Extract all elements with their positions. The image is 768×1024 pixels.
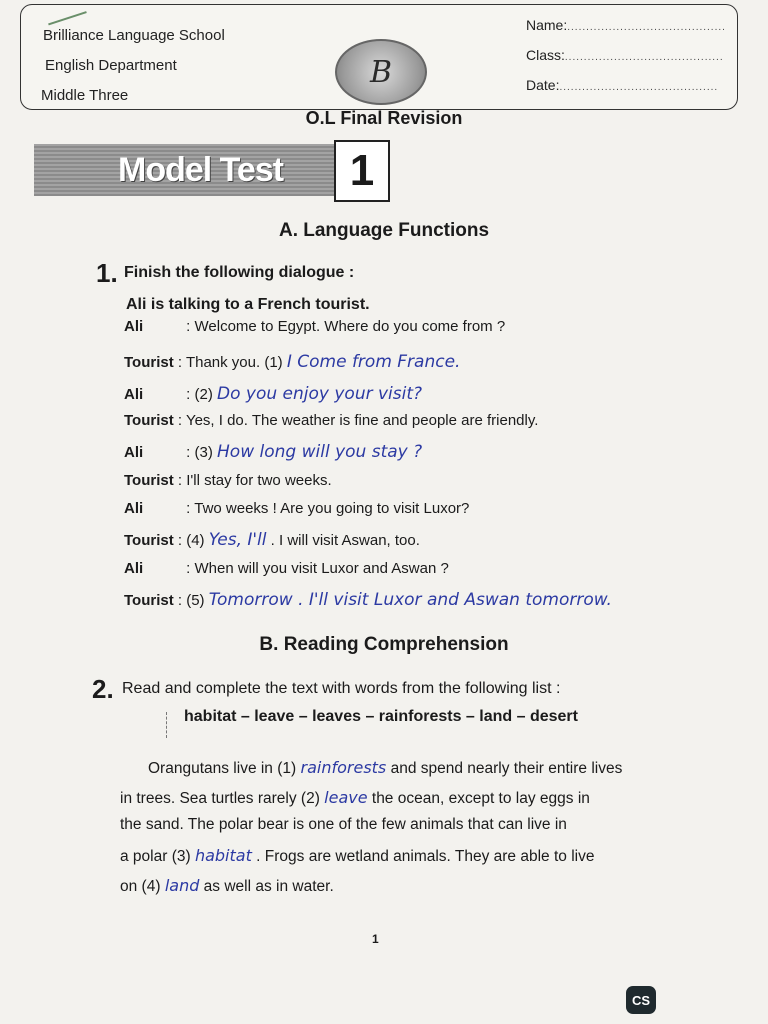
paragraph-line — [120, 846, 594, 866]
handwritten-answer: Do you enjoy your visit? — [217, 384, 423, 404]
dialogue-line — [124, 352, 460, 372]
dialogue-text: : Welcome to Egypt. Where do you come from ? — [182, 318, 506, 335]
dialogue-speaker: Ali — [124, 318, 144, 335]
dialogue-text: : When will you visit Luxor and Aswan ? — [182, 560, 449, 577]
paragraph-text: a polar (3) — [120, 848, 195, 865]
paragraph-text: Orangutans live in (1) — [148, 760, 301, 777]
word-list: habitat – leave – leaves – rainforests – land – desert — [184, 708, 578, 725]
school-logo: B — [335, 39, 427, 105]
dialogue-text: : (5) — [173, 592, 209, 609]
dialogue-speaker: Tourist — [124, 592, 174, 609]
dialogue-text-after: . I will visit Aswan, too. — [266, 532, 420, 549]
header-box — [20, 4, 738, 110]
question-2-number: 2. — [92, 674, 114, 704]
name-field: Name:.......................................... — [526, 17, 726, 33]
model-test-banner: Model Test — [34, 144, 334, 196]
paragraph-text-after: as well as in water. — [199, 878, 334, 895]
handwritten-answer: Tomorrow . I'll visit Luxor and Aswan tomorrow. — [208, 590, 612, 610]
paragraph-text-after: the ocean, except to lay eggs in — [367, 790, 590, 807]
camscanner-badge: CS — [626, 986, 656, 1014]
dialogue-line — [124, 530, 420, 550]
handwritten-answer: land — [164, 876, 200, 895]
grade-level: Middle Three — [41, 87, 129, 104]
word-list-bar — [166, 712, 169, 738]
dialogue-text: : Two weeks ! Are you going to visit Luxor? — [182, 500, 470, 517]
dialogue-speaker: Ali — [124, 444, 144, 461]
paragraph-text: in trees. Sea turtles rarely (2) — [120, 790, 325, 807]
section-a-title: A. Language Functions — [278, 220, 490, 241]
dialogue-text: : (4) — [173, 532, 209, 549]
dialogue-text: : (3) — [182, 444, 218, 461]
dialogue-speaker: Tourist — [124, 412, 174, 429]
paragraph-line — [120, 788, 590, 808]
question-1-instruction: Finish the following dialogue : — [124, 264, 355, 281]
paragraph-text-after: . Frogs are wetland animals. They are able to live — [251, 848, 595, 865]
dialogue-line — [124, 560, 449, 577]
dialogue-text: : Yes, I do. The weather is fine and people are friendly. — [173, 412, 539, 429]
handwritten-answer: rainforests — [300, 758, 387, 777]
department-name: English Department — [45, 57, 177, 74]
dialogue-line — [124, 412, 538, 429]
paragraph-line — [120, 816, 567, 834]
handwritten-answer: I Come from France. — [286, 352, 461, 372]
paragraph-text-after: and spend nearly their entire lives — [386, 760, 623, 777]
page-title: O.L Final Revision — [305, 108, 463, 128]
class-field: Class:.......................................... — [526, 47, 724, 63]
dialogue-line — [124, 442, 422, 462]
handwritten-answer: habitat — [194, 846, 252, 865]
question-1-number: 1. — [96, 258, 118, 288]
dialogue-speaker: Tourist — [124, 532, 174, 549]
paragraph-line — [120, 876, 334, 896]
dialogue-speaker: Tourist — [124, 354, 174, 371]
section-b-title: B. Reading Comprehension — [259, 634, 509, 655]
paragraph-text: the sand. The polar bear is one of the few animals that can live in — [120, 816, 567, 833]
dialogue-line — [124, 384, 422, 404]
paragraph-text: on (4) — [120, 878, 165, 895]
dialogue-speaker: Ali — [124, 560, 144, 577]
dialogue-text: : (2) — [182, 386, 218, 403]
school-name: Brilliance Language School — [43, 27, 225, 44]
question-2-instruction: Read and complete the text with words from the following list : — [122, 680, 561, 697]
dialogue-text: : Thank you. (1) — [173, 354, 287, 371]
handwritten-answer: How long will you stay ? — [217, 442, 423, 462]
dialogue-line — [124, 590, 612, 610]
dialogue-speaker: Ali — [124, 386, 144, 403]
dialogue-context: Ali is talking to a French tourist. — [126, 296, 370, 313]
handwritten-answer: leave — [324, 788, 368, 807]
handwritten-answer: Yes, I'll — [208, 530, 267, 550]
dialogue-text: : I'll stay for two weeks. — [173, 472, 332, 489]
dialogue-line — [124, 318, 505, 335]
page-number: 1 — [372, 932, 379, 946]
paragraph-line — [148, 758, 622, 778]
dialogue-line — [124, 500, 469, 517]
dialogue-line — [124, 472, 332, 489]
date-field: Date:.......................................... — [526, 77, 719, 93]
dialogue-speaker: Tourist — [124, 472, 174, 489]
dialogue-speaker: Ali — [124, 500, 144, 517]
model-test-number: 1 — [334, 140, 390, 202]
